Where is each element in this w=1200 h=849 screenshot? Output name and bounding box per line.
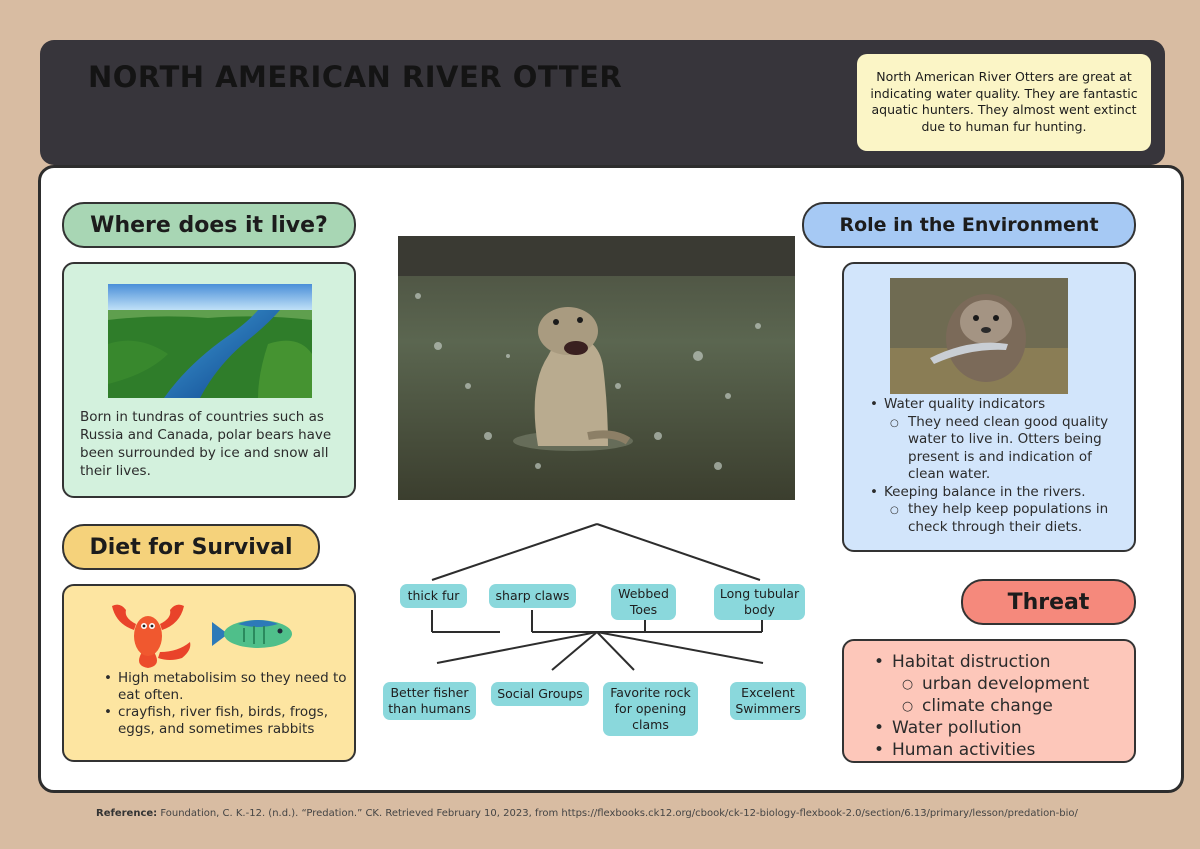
threat-item: • Human activities [874,739,1134,761]
trait-better-fisher: Better fisher than humans [383,682,476,720]
trait-excellent-swimmers: Excelent Swimmers [730,682,806,720]
role-box [842,262,1136,552]
trait-favorite-rock: Favorite rock for opening clams [603,682,698,736]
trait-social-groups: Social Groups [491,682,589,706]
fish-icon [208,616,296,652]
feature-sharp-claws: sharp claws [489,584,576,608]
threat-list [874,651,1134,761]
diet-box [62,584,356,762]
reference-text: Foundation, C. K.-12. (n.d.). “Predation.” CK. Retrieved February 10, 2023, from https://flexbooks.ck12.org/cbook/ck-12-biology-flexbook-2.0/section/6.13/primary/lesson/predation-bio/ [160,808,1078,819]
threat-subitem: ○ urban development [874,673,1134,695]
where-text: Born in tundras of countries such as Russia and Canada, polar bears have been surrounded by ice and snow all their lives. [80,409,332,479]
diet-list [104,670,349,738]
river-landscape-image [108,284,312,398]
threat-item: • Water pollution [874,717,1134,739]
crayfish-icon [100,596,196,670]
threat-subitem: ○ climate change [874,695,1134,717]
otter-eating-fish-image [890,278,1068,394]
role-subitem: ○ they help keep populations in check through their diets. [870,501,1132,536]
threat-heading: Threat [961,579,1136,625]
feature-thick-fur: thick fur [400,584,467,608]
diet-item: • crayfish, river fish, birds, frogs, eggs, and sometimes rabbits [104,704,349,738]
role-subitem: ○ They need clean good quality water to live in. Otters being present is and indication of clean water. [870,414,1132,484]
otter-photo [398,236,795,500]
diet-heading: Diet for Survival [62,524,320,570]
role-item: • Water quality indicators [870,396,1132,414]
role-heading: Role in the Environment [802,202,1136,248]
where-heading: Where does it live? [62,202,356,248]
reference-citation [96,808,1156,819]
role-item: • Keeping balance in the rivers. [870,484,1132,502]
feature-webbed-toes: Webbed Toes [611,584,676,620]
threat-box [842,639,1136,763]
feature-long-tubular-body: Long tubular body [714,584,805,620]
reference-label: Reference: [96,808,158,819]
diet-item: • High metabolisim so they need to eat often. [104,670,349,704]
threat-item: • Habitat distruction [874,651,1134,673]
page-title: NORTH AMERICAN RIVER OTTER [88,60,623,94]
where-box [62,262,356,498]
header-banner [40,40,1165,165]
role-list [870,396,1132,536]
intro-note: North American River Otters are great at indicating water quality. They are fantastic aquatic hunters. They almost went extinct due to human fur hunting. [857,54,1151,151]
